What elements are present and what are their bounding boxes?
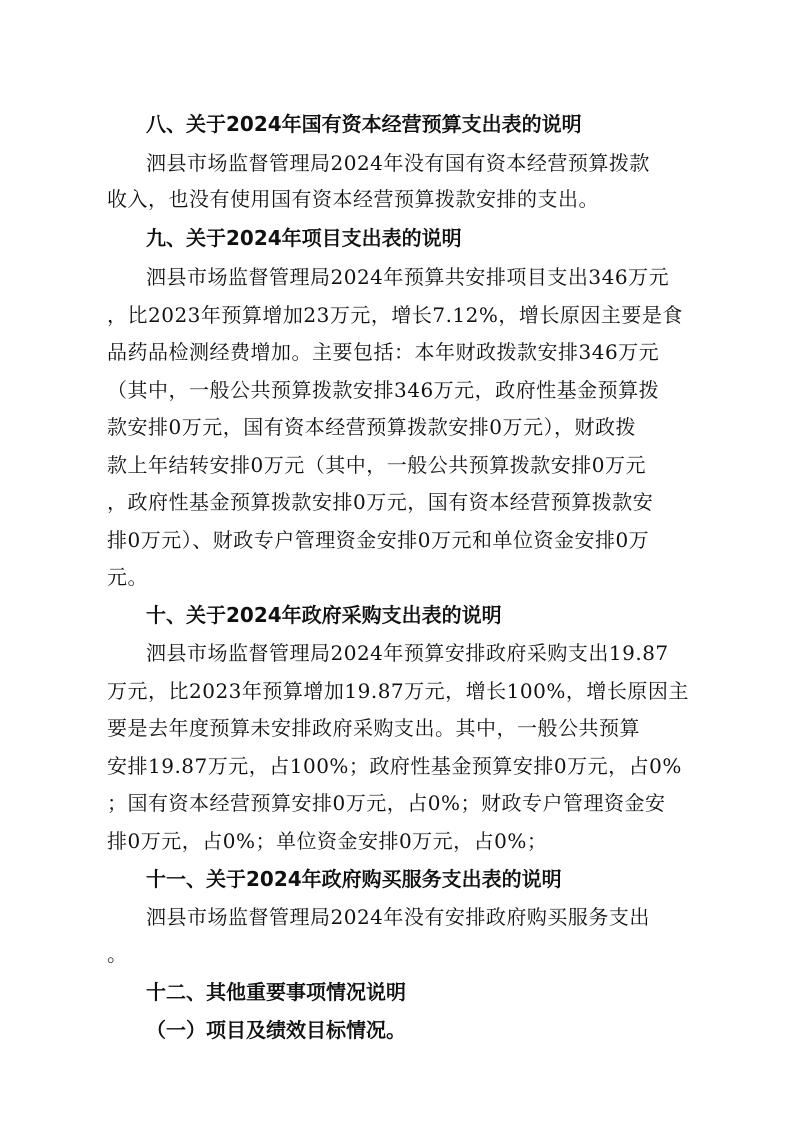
paragraph-line: 元。 bbox=[107, 565, 148, 589]
paragraph-line: ；国有资本经营预算安排0万元，占0%；财政专户管理资金安 bbox=[107, 791, 666, 815]
section-heading: 十一、关于2024年政府购买服务支出表的说明 bbox=[146, 867, 562, 891]
paragraph-line: 款上年结转安排0万元（其中，一般公共预算拨款安排0万元 bbox=[107, 453, 646, 477]
paragraph-line: 泗县市场监督管理局2024年没有安排政府购买服务支出 bbox=[146, 905, 650, 929]
paragraph-line: ，比2023年预算增加23万元，增长7.12%，增长原因主要是食 bbox=[107, 303, 683, 327]
section-heading: 八、关于2024年国有资本经营预算支出表的说明 bbox=[146, 112, 582, 136]
paragraph-line: （其中，一般公共预算拨款安排346万元，政府性基金预算拨 bbox=[107, 378, 660, 402]
paragraph-line: 泗县市场监督管理局2024年预算安排政府采购支出19.87 bbox=[146, 641, 669, 665]
paragraph-line: 万元，比2023年预算增加19.87万元，增长100%，增长原因主 bbox=[107, 679, 689, 703]
paragraph-line: 款安排0万元，国有资本经营预算拨款安排0万元），财政拨 bbox=[107, 415, 636, 439]
section-heading: 十二、其他重要事项情况说明 bbox=[146, 980, 406, 1004]
paragraph-line: 泗县市场监督管理局2024年预算共安排项目支出346万元 bbox=[146, 265, 670, 289]
paragraph-line: 排0万元）、财政专户管理资金安排0万元和单位资金安排0万 bbox=[107, 528, 650, 552]
paragraph-line: 安排19.87万元，占100%；政府性基金预算安排0万元，占0% bbox=[107, 754, 682, 778]
paragraph-line: 泗县市场监督管理局2024年没有国有资本经营预算拨款 bbox=[146, 151, 650, 175]
paragraph-line: 排0万元，占0%；单位资金安排0万元，占0%； bbox=[107, 829, 548, 853]
subsection-heading: （一）项目及绩效目标情况。 bbox=[146, 1018, 406, 1042]
paragraph-line: 收入，也没有使用国有资本经营预算拨款安排的支出。 bbox=[107, 187, 599, 211]
paragraph-line: 要是去年度预算未安排政府采购支出。其中，一般公共预算 bbox=[107, 716, 640, 740]
section-heading: 十、关于2024年政府采购支出表的说明 bbox=[146, 603, 502, 627]
paragraph-line: 品药品检测经费增加。主要包括：本年财政拨款安排346万元 bbox=[107, 340, 660, 364]
section-heading: 九、关于2024年项目支出表的说明 bbox=[146, 226, 462, 250]
paragraph-line: 。 bbox=[107, 942, 128, 966]
paragraph-line: ，政府性基金预算拨款安排0万元，国有资本经营预算拨款安 bbox=[107, 490, 654, 514]
